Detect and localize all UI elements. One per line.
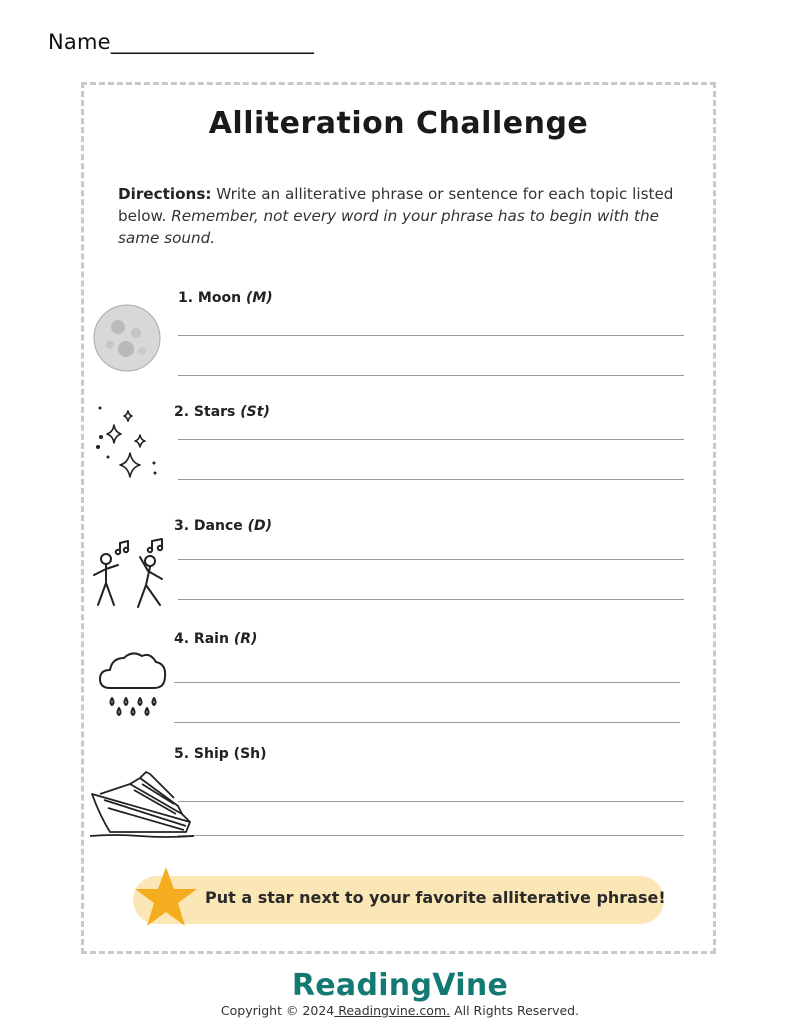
sparkle-stars-icon [94, 405, 160, 480]
item-label: 1. Moon [178, 290, 246, 306]
star-icon [133, 865, 199, 929]
answer-line[interactable] [178, 479, 684, 480]
item-letter: (St) [240, 404, 270, 420]
answer-line[interactable] [178, 835, 684, 836]
item-dance-title [174, 518, 272, 534]
item-ship-title [174, 746, 267, 762]
item-label: 3. Dance [174, 518, 248, 534]
item-letter: (R) [233, 631, 258, 647]
directions-label: Directions: [118, 185, 212, 203]
directions-text: Write an alliterative phrase or sentence for each topic listed below. [118, 185, 674, 225]
answer-line[interactable] [178, 599, 684, 600]
item-stars-title [174, 404, 270, 420]
answer-line[interactable] [178, 375, 684, 376]
answer-line[interactable] [178, 559, 684, 560]
copyright-suffix: All Rights Reserved. [450, 1003, 580, 1018]
directions-note: Remember, not every word in your phrase has to begin with the same sound. [118, 207, 659, 247]
banner-text: Put a star next to your favorite alliterative phrase! [205, 888, 666, 907]
answer-line[interactable] [174, 722, 680, 723]
answer-line[interactable] [174, 682, 680, 683]
dancers-icon [84, 535, 170, 613]
worksheet-title: Alliteration Challenge [208, 106, 589, 141]
item-letter: (M) [245, 290, 273, 306]
readingvine-logo: ReadingVine [291, 968, 509, 1003]
answer-line[interactable] [178, 801, 684, 802]
answer-line[interactable] [178, 439, 684, 440]
item-letter: (D) [247, 518, 273, 534]
item-rain-title [174, 631, 257, 647]
cruise-ship-icon [90, 770, 196, 840]
readingvine-link[interactable]: Readingvine.com. [334, 1003, 451, 1018]
item-label: 4. Rain [174, 631, 234, 647]
item-label: 5. Ship (Sh) [174, 746, 267, 762]
name-field-label: Name___________________ [48, 30, 315, 54]
rain-cloud-icon [98, 648, 168, 720]
item-label: 2. Stars [174, 404, 241, 420]
directions [118, 183, 678, 249]
copyright-prefix: Copyright © 2024 [220, 1003, 335, 1018]
answer-line[interactable] [178, 335, 684, 336]
item-moon-title [178, 290, 273, 306]
copyright-footer [0, 1003, 800, 1018]
moon-icon [92, 303, 162, 373]
